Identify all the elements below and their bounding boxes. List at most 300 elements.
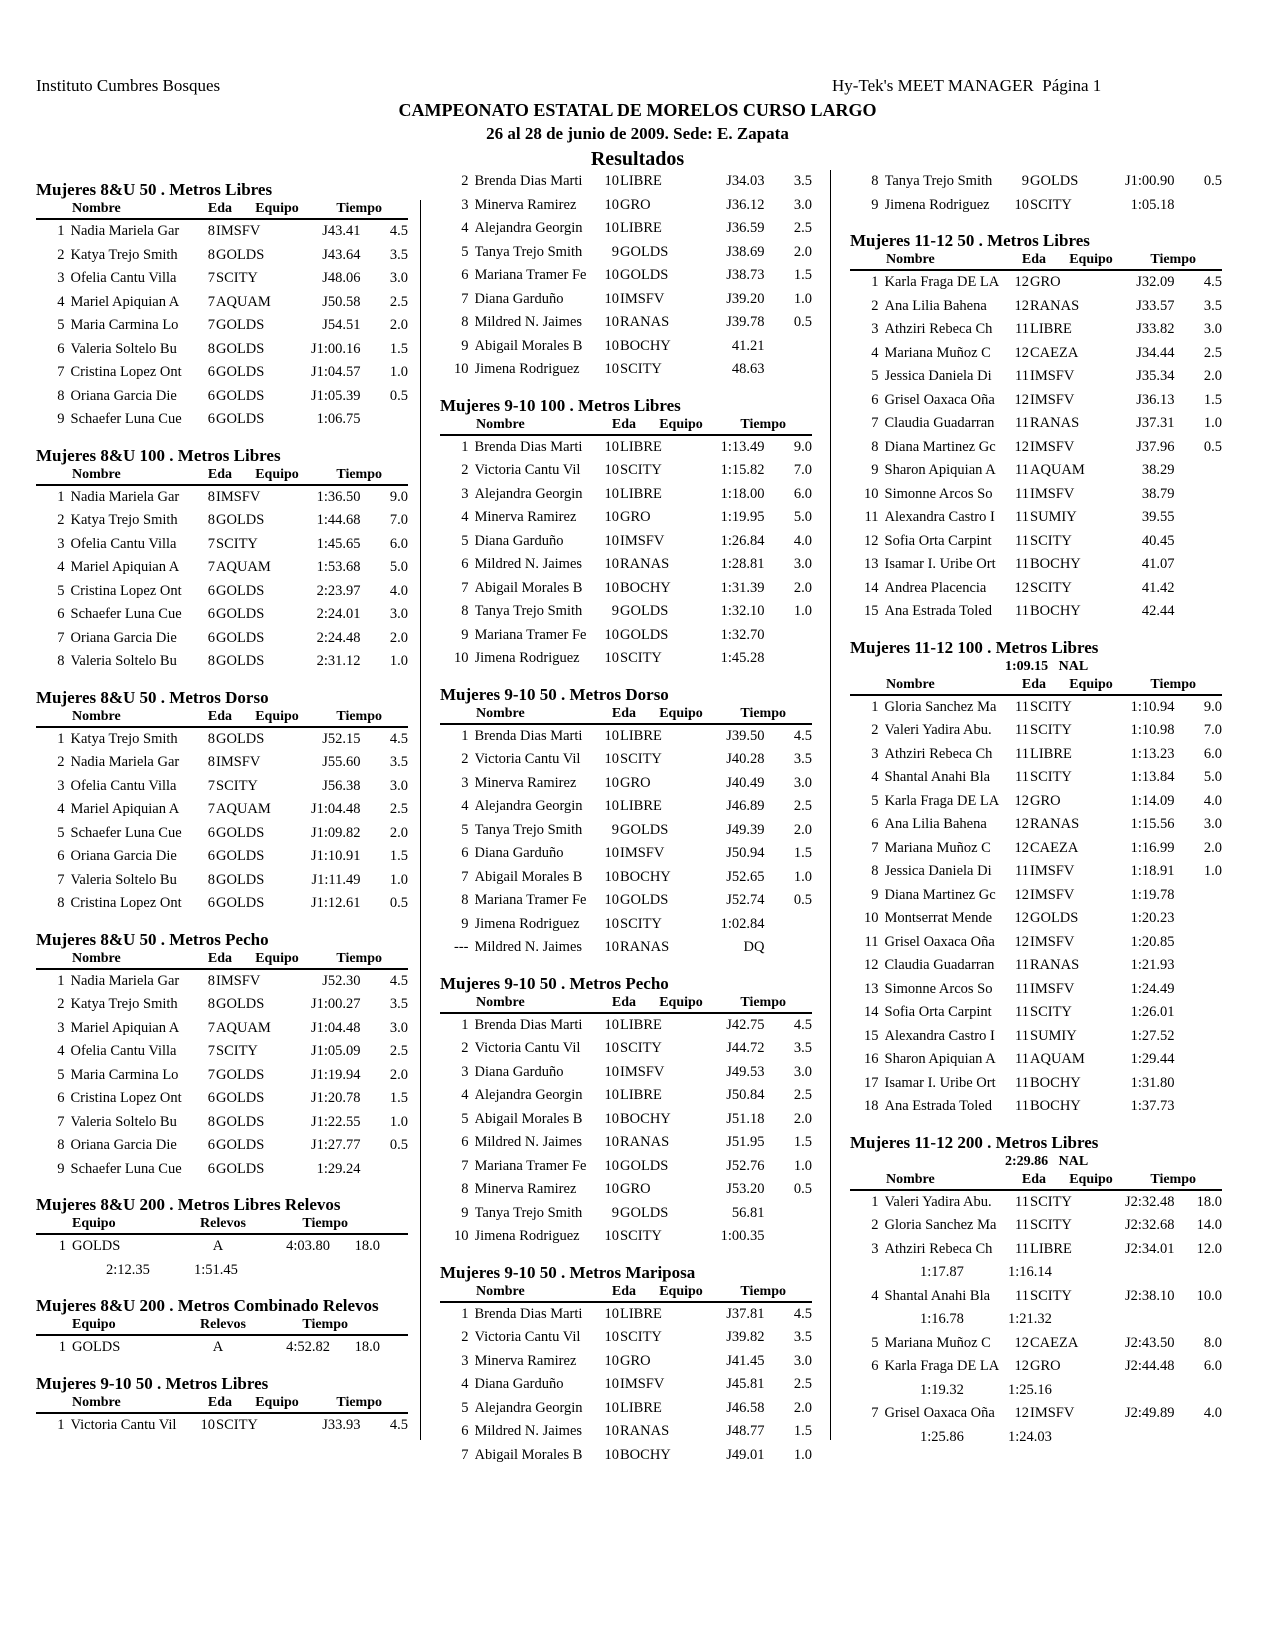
split-times	[36, 1259, 408, 1283]
header-eda: Eda	[611, 994, 636, 1010]
swimmer-name: Oriana Garcia Die	[70, 629, 177, 646]
place: 10	[864, 485, 879, 502]
swimmer-name: Jimena Rodriguez	[474, 915, 580, 932]
place: 9	[461, 1204, 469, 1221]
team: GOLDS	[216, 1066, 265, 1083]
age: 12	[1014, 933, 1029, 950]
team: BOCHY	[620, 579, 671, 596]
points: 18.0	[354, 1339, 380, 1355]
result-row	[440, 1155, 812, 1179]
team: BOCHY	[620, 337, 671, 354]
result-row	[850, 577, 1222, 601]
place: 6	[461, 556, 469, 572]
relay-event-block	[36, 1296, 408, 1360]
team: BOCHY	[1030, 556, 1081, 572]
results-rows	[36, 970, 408, 1182]
results-rows	[440, 1014, 812, 1249]
place: 6	[57, 1090, 65, 1106]
result-row	[850, 1072, 1222, 1096]
age: 9	[1021, 173, 1029, 189]
result-row	[850, 766, 1222, 790]
event-title: Mujeres 11-12 100 . Metros Libres	[850, 637, 1099, 657]
place: 7	[57, 629, 65, 646]
points: 3.0	[793, 556, 813, 572]
points: 6.0	[389, 535, 409, 552]
swimmer-name: Valeria Soltelo Bu	[70, 653, 177, 669]
place: 4	[461, 220, 469, 236]
age: 10	[604, 892, 619, 908]
place: 8	[57, 653, 65, 669]
team: LIBRE	[620, 485, 662, 502]
age: 10	[604, 1423, 619, 1439]
age: 11	[1015, 532, 1029, 549]
result-row	[850, 1355, 1222, 1379]
result-row	[850, 459, 1222, 483]
team: RANAS	[1030, 415, 1080, 431]
place: 3	[57, 270, 65, 286]
time: 1:31.80	[1130, 1074, 1175, 1091]
result-row	[440, 819, 812, 843]
time: 1:20.23	[1130, 910, 1175, 926]
time: DQ	[743, 939, 765, 955]
result-row	[850, 271, 1222, 295]
event-block	[850, 170, 1222, 217]
place: 6	[871, 1358, 879, 1374]
result-row	[36, 1336, 408, 1360]
place: 14	[864, 1004, 879, 1020]
result-row	[850, 194, 1222, 218]
swimmer-name: Minerva Ramirez	[474, 509, 577, 525]
age: 12	[1014, 1358, 1029, 1374]
team: AQUAM	[216, 293, 271, 310]
header-tiempo: Tiempo	[302, 1317, 348, 1332]
place: 8	[461, 892, 469, 908]
place: 6	[871, 391, 879, 408]
age: 6	[207, 387, 215, 404]
time: 41.21	[731, 337, 765, 354]
points: 7.0	[793, 462, 813, 478]
header-equipo: Equipo	[659, 705, 703, 721]
points: 3.5	[793, 751, 813, 767]
team: GRO	[620, 509, 651, 525]
team: IMSFV	[1030, 438, 1075, 455]
team: LIBRE	[620, 438, 662, 455]
place: 8	[461, 314, 469, 330]
team: LIBRE	[1030, 1240, 1072, 1257]
result-row	[36, 244, 408, 268]
time: 1:29.44	[1130, 1051, 1175, 1067]
team: SCITY	[620, 462, 662, 478]
swimmer-name: Schaefer Luna Cue	[70, 411, 182, 427]
age: 9	[611, 603, 619, 619]
result-row	[36, 822, 408, 846]
team: GRO	[1030, 1358, 1061, 1374]
age: 7	[207, 535, 215, 552]
points: 6.0	[1203, 745, 1223, 762]
time: J40.28	[726, 751, 765, 767]
result-row	[850, 1285, 1222, 1309]
age: 11	[1015, 509, 1029, 525]
time: J37.96	[1136, 438, 1175, 455]
swimmer-name: Brenda Dias Marti	[474, 727, 583, 744]
result-row	[440, 1397, 812, 1421]
result-row	[440, 624, 812, 648]
place: 10	[454, 361, 469, 377]
points: 3.5	[389, 754, 409, 770]
time: J49.01	[726, 1446, 765, 1463]
event-title: Mujeres 8&U 50 . Metros Libres	[36, 180, 273, 199]
swimmer-name: Abigail Morales B	[474, 337, 583, 354]
team: BOCHY	[1030, 1098, 1081, 1114]
place: 3	[461, 774, 469, 791]
place: 3	[871, 1240, 879, 1257]
relay-event-block	[36, 1195, 408, 1282]
age: 7	[207, 559, 215, 575]
header-tiempo: Tiempo	[336, 708, 382, 724]
event-record: 1:09.15 NAL	[1005, 658, 1089, 674]
points: 4.5	[389, 223, 409, 239]
time: J1:04.57	[310, 364, 361, 380]
header-eda: Eda	[207, 708, 232, 724]
time: J36.13	[1136, 391, 1175, 408]
result-row	[440, 335, 812, 359]
team: IMSFV	[620, 290, 665, 307]
swimmer-name: Mariel Apiquian A	[70, 293, 180, 310]
points: 2.5	[389, 1043, 409, 1059]
points	[764, 913, 812, 937]
swimmer-name: Montserrat Mende	[884, 910, 993, 926]
time: J1:00.16	[310, 340, 361, 357]
swimmer-name: Oriana Garcia Die	[70, 1137, 177, 1153]
result-row	[36, 1064, 408, 1088]
points: 4.0	[1203, 792, 1223, 809]
points: 3.0	[1203, 321, 1223, 337]
time: J37.81	[726, 1305, 765, 1322]
place: 8	[57, 1137, 65, 1153]
age: 11	[1015, 603, 1029, 619]
points	[764, 624, 812, 648]
results-table-header	[440, 416, 812, 436]
age: 10	[604, 1087, 619, 1103]
age: 11	[1015, 745, 1029, 762]
swimmer-name: Mariana Muñoz C	[884, 344, 991, 361]
team: GOLDS	[216, 606, 265, 622]
results-rows	[440, 1303, 812, 1468]
place: 8	[871, 438, 879, 455]
points: 6.0	[1203, 1358, 1223, 1374]
age: 10	[604, 485, 619, 502]
swimmer-name: Maria Carmina Lo	[70, 1066, 179, 1083]
team: LIBRE	[620, 798, 662, 814]
header-tiempo: Tiempo	[302, 1216, 348, 1231]
results-rows	[36, 728, 408, 916]
time: 1:27.52	[1130, 1027, 1175, 1044]
event-block	[36, 446, 408, 674]
age: 10	[604, 579, 619, 596]
place: 16	[864, 1051, 879, 1067]
swimmer-name: Nadia Mariela Gar	[70, 754, 180, 770]
result-row	[850, 365, 1222, 389]
place: 17	[864, 1074, 879, 1091]
swimmer-name: Abigail Morales B	[474, 1446, 583, 1463]
header-eda: Eda	[611, 1283, 636, 1299]
time: J39.82	[726, 1329, 765, 1345]
result-row	[36, 314, 408, 338]
age: 10	[604, 556, 619, 572]
result-row	[440, 530, 812, 554]
place: 6	[871, 816, 879, 832]
event-block	[440, 396, 812, 671]
place: ---	[454, 939, 469, 955]
swimmer-name: Gloria Sanchez Ma	[884, 698, 997, 715]
result-row	[36, 1235, 408, 1259]
place: 5	[871, 1334, 879, 1351]
swimmer-name: Nadia Mariela Gar	[70, 972, 180, 989]
results-column-2	[440, 170, 812, 1467]
swimmer-name: Mariel Apiquian A	[70, 1019, 180, 1036]
place: 5	[461, 532, 469, 549]
points: 1.5	[793, 267, 813, 283]
header-nombre: Nombre	[476, 416, 525, 432]
result-row	[36, 798, 408, 822]
team: GRO	[620, 1181, 651, 1197]
team: GOLDS	[620, 626, 669, 643]
place: 2	[57, 754, 65, 770]
time: 1:05.18	[1130, 196, 1175, 213]
place: 9	[461, 915, 469, 932]
event-block	[440, 974, 812, 1249]
time: J52.30	[322, 972, 361, 989]
swimmer-name: Abigail Morales B	[474, 1110, 583, 1127]
swimmer-name: Isamar I. Uribe Ort	[884, 556, 996, 572]
swimmer-name: Diana Garduño	[474, 1063, 564, 1080]
place: 7	[461, 1446, 469, 1463]
result-row	[36, 892, 408, 916]
header-equipo: Equipo	[72, 1216, 116, 1231]
header-nombre: Nombre	[476, 1283, 525, 1299]
points: 6.0	[793, 485, 813, 502]
header-equipo: Equipo	[659, 1283, 703, 1299]
split-time: 1:16.14	[1008, 1264, 1052, 1280]
time: 1:19.78	[1130, 886, 1175, 903]
place: 11	[864, 509, 879, 525]
swimmer-name: Diana Garduño	[474, 290, 564, 307]
team: RANAS	[620, 1423, 670, 1439]
header-tiempo: Tiempo	[1150, 676, 1196, 692]
time: J1:04.48	[310, 801, 361, 817]
points	[764, 936, 812, 960]
points: 2.0	[793, 243, 813, 260]
points: 4.5	[793, 1016, 813, 1033]
points: 4.5	[389, 1416, 409, 1433]
swimmer-name: Mariana Muñoz C	[884, 839, 991, 856]
swimmer-name: Simonne Arcos So	[884, 485, 993, 502]
result-row	[36, 1158, 408, 1182]
age: 10	[604, 1016, 619, 1033]
team: SCITY	[1030, 698, 1072, 715]
place: 5	[57, 1066, 65, 1083]
place: 1	[58, 1339, 66, 1355]
age: 10	[604, 267, 619, 283]
place: 4	[871, 769, 879, 785]
points: 1.0	[389, 364, 409, 380]
age: 10	[604, 1446, 619, 1463]
place: 10	[454, 650, 469, 666]
time: J2:44.48	[1124, 1358, 1175, 1374]
team: IMSFV	[1030, 391, 1075, 408]
points	[1174, 907, 1222, 931]
swimmer-name: Tanya Trejo Smith	[474, 243, 583, 260]
time: J1:00.27	[310, 996, 361, 1012]
points	[1174, 931, 1222, 955]
points	[360, 408, 408, 432]
time: J40.49	[726, 774, 765, 791]
place: 2	[57, 246, 65, 263]
place: 6	[57, 340, 65, 357]
place: 12	[864, 957, 879, 973]
results-rows	[850, 1191, 1222, 1450]
result-row	[850, 170, 1222, 194]
result-row	[850, 1095, 1222, 1119]
age: 11	[1015, 980, 1029, 997]
team: SCITY	[1030, 1193, 1072, 1210]
age: 6	[207, 364, 215, 380]
time: J39.50	[726, 727, 765, 744]
team: CAEZA	[1030, 839, 1079, 856]
points: 3.0	[389, 777, 409, 794]
age: 11	[1015, 462, 1029, 478]
points	[1174, 194, 1222, 218]
points: 4.5	[389, 730, 409, 747]
time: J50.84	[726, 1087, 765, 1103]
swimmer-name: Sofia Orta Carpint	[884, 1004, 992, 1020]
result-row	[850, 553, 1222, 577]
age: 10	[604, 1181, 619, 1197]
time: 1:29.24	[316, 1160, 361, 1177]
age: 8	[207, 340, 215, 357]
header-nombre: Nombre	[886, 676, 935, 692]
team: SCITY	[1030, 722, 1072, 738]
points: 12.0	[1196, 1240, 1223, 1257]
result-row	[36, 993, 408, 1017]
points: 1.0	[389, 653, 409, 669]
result-row	[440, 1014, 812, 1038]
header-relevos: Relevos	[200, 1216, 246, 1231]
time: J55.60	[322, 754, 361, 770]
split-times	[850, 1426, 1222, 1450]
header-nombre: Nombre	[476, 994, 525, 1010]
team: LIBRE	[1030, 745, 1072, 762]
age: 11	[1015, 556, 1029, 572]
swimmer-name: Mariana Tramer Fe	[474, 626, 587, 643]
time: J39.20	[726, 290, 765, 307]
result-row	[440, 1303, 812, 1327]
age: 8	[207, 730, 215, 747]
time: J2:38.10	[1124, 1287, 1175, 1304]
result-row	[440, 1373, 812, 1397]
points: 2.0	[793, 1399, 813, 1416]
team: SUMIY	[1030, 509, 1077, 525]
result-row	[440, 459, 812, 483]
place: 10	[864, 910, 879, 926]
age: 10	[604, 173, 619, 189]
points: 2.0	[793, 1110, 813, 1127]
header-nombre: Nombre	[72, 1394, 121, 1410]
swimmer-name: Mildred N. Jaimes	[474, 1423, 583, 1439]
swimmer-name: Minerva Ramirez	[474, 774, 577, 791]
result-row	[36, 385, 408, 409]
result-row	[850, 954, 1222, 978]
age: 11	[1015, 1193, 1029, 1210]
place: 2	[871, 1217, 879, 1233]
place: 4	[57, 559, 65, 575]
place: 9	[57, 1160, 65, 1177]
points: 0.5	[389, 387, 409, 404]
team: LIBRE	[620, 1399, 662, 1416]
software-page-label: Hy-Tek's MEET MANAGER Página 1	[832, 76, 1102, 95]
split-time: 2:12.35	[106, 1261, 150, 1278]
age: 12	[1014, 297, 1029, 314]
result-row	[850, 1001, 1222, 1025]
place: 7	[871, 415, 879, 431]
split-time: 1:51.45	[194, 1261, 238, 1278]
swimmer-name: Karla Fraga DE LA	[884, 792, 1000, 809]
points: 3.5	[389, 246, 409, 263]
time: 2:24.01	[316, 606, 361, 622]
place: 5	[57, 582, 65, 599]
results-rows	[36, 1336, 408, 1360]
swimmer-name: Alejandra Georgin	[474, 485, 583, 502]
age: 10	[604, 509, 619, 525]
swimmer-name: Grisel Oaxaca Oña	[884, 933, 995, 950]
age: 10	[604, 1228, 619, 1244]
place: 7	[461, 1157, 469, 1174]
results-rows	[440, 725, 812, 960]
swimmer-name: Katya Trejo Smith	[70, 246, 178, 263]
place: 15	[864, 603, 879, 619]
time: J2:49.89	[1124, 1405, 1175, 1421]
team: GOLDS	[216, 387, 265, 404]
age: 6	[207, 582, 215, 599]
time: J2:32.48	[1124, 1193, 1175, 1210]
meet-dates: 26 al 28 de junio de 2009. Sede: E. Zapata	[486, 124, 789, 143]
time: 1:21.93	[1130, 957, 1175, 973]
team: SUMIY	[1030, 1027, 1077, 1044]
time: J52.15	[322, 730, 361, 747]
age: 10	[604, 798, 619, 814]
swimmer-name: Andrea Placencia	[884, 579, 987, 596]
swimmer-name: Mariana Muñoz C	[884, 1334, 991, 1351]
team: SCITY	[1030, 1217, 1072, 1233]
place: 7	[57, 364, 65, 380]
points: 8.0	[1203, 1334, 1223, 1351]
points	[1174, 884, 1222, 908]
result-row	[440, 217, 812, 241]
relay-letter: A	[212, 1339, 224, 1355]
team: RANAS	[620, 314, 670, 330]
result-row	[36, 1134, 408, 1158]
points: 1.0	[1203, 415, 1223, 431]
team: GOLDS	[1030, 173, 1079, 189]
time: 42.44	[1141, 603, 1175, 619]
age: 6	[207, 824, 215, 841]
team: BOCHY	[1030, 603, 1081, 619]
age: 10	[604, 845, 619, 861]
place: 3	[461, 485, 469, 502]
header-equipo: Equipo	[1069, 1171, 1113, 1187]
swimmer-name: Jimena Rodriguez	[474, 361, 580, 377]
column-divider	[420, 200, 421, 1440]
